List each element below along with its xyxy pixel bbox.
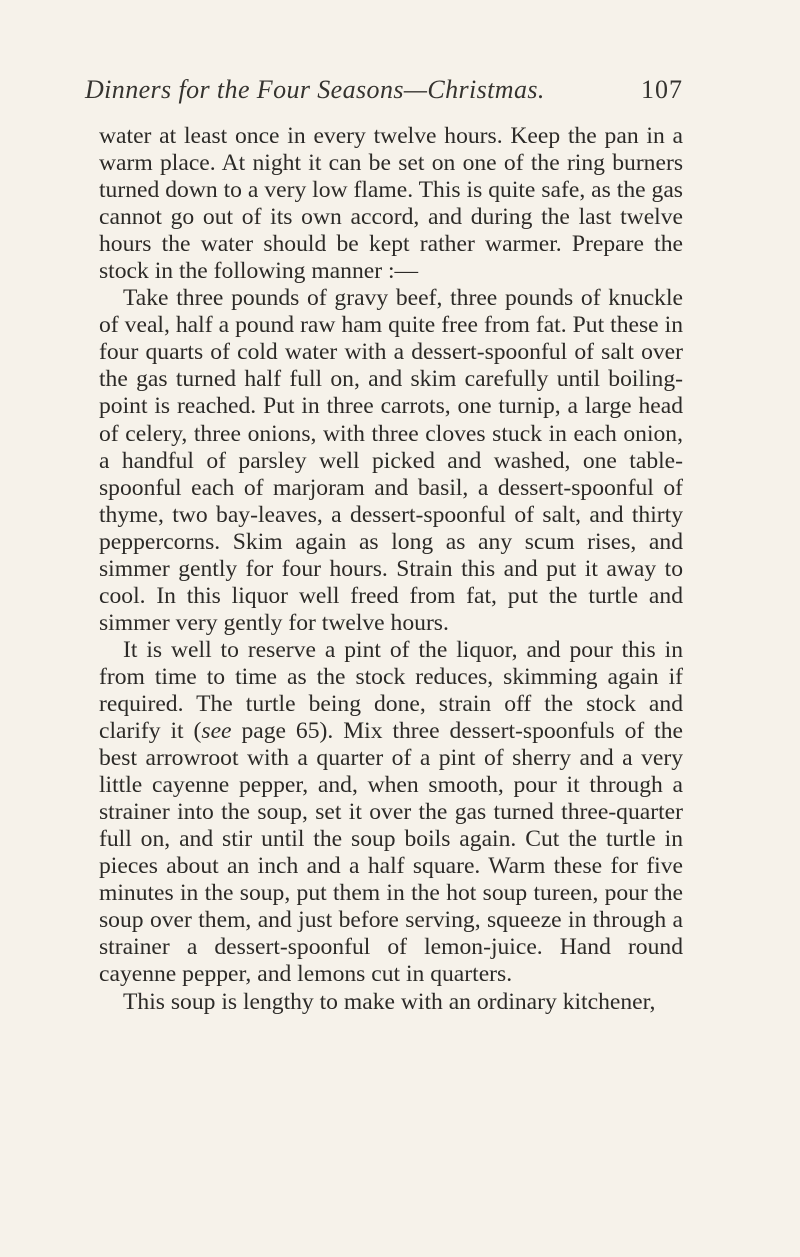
page-number: 107 <box>641 75 683 104</box>
running-head-title: Dinners for the Four Seasons—Christmas. <box>85 75 545 104</box>
paragraph-clarify-before: It is well to reserve a pint of the liquor, and pour this in from time to time as the stock reduces, skimming again if required. The turtle being done, strain off the stock and clarify it ( <box>99 636 683 745</box>
paragraph-continuation: water at least once in every twelve hours. Keep the pan in a warm place. At night it can be set on one of the ring burners turned down to a very low flame. This is quite safe, as the gas cannot go out of its own accord, and during the last twelve hours the water should be kept rather warmer. Prepare the stock in the following manner :— <box>99 123 683 285</box>
paragraph-stock-recipe: Take three pounds of gravy beef, three pounds of knuckle of veal, half a pound raw ham quite free from fat. Put these in four quarts of cold water with a dessert-spoonful of salt over the gas turned half full on, and skim carefully until boiling-point is reached. Put in three carrots, one turnip, a large head of celery, three onions, with three cloves stuck in each onion, a handful of parsley well picked and washed, one table-spoonful each of marjoram and basil, a dessert-spoonful of thyme, two bay-leaves, a dessert-spoonful of salt, and thirty peppercorns. Skim again as long as any scum rises, and simmer gently for four hours. Strain this and put it away to cool. In this liquor well freed from fat, put the turtle and simmer very gently for twelve hours. <box>99 285 683 636</box>
paragraph-clarify-after: page 65). Mix three dessert-spoonfuls of the best arrowroot with a quarter of a pint of sherry and a very little cayenne pepper, and, when smooth, pour it through a strainer into the soup, set it over the gas turned three-quarter full on, and stir until the soup boils again. Cut the turtle in pieces about an inch and a half square. Warm these for five minutes in the soup, put them in the hot soup tureen, pour the soup over them, and just before serving, squeeze in through a strainer a dessert-spoonful of lemon-juice. Hand round cayenne pepper, and lemons cut in quarters. <box>99 718 683 988</box>
running-head <box>85 70 683 110</box>
paragraph-closing: This soup is lengthy to make with an ordinary kitchener, <box>123 988 656 1015</box>
body-text <box>99 123 683 1016</box>
paragraph-clarify <box>99 637 683 989</box>
see-reference: see <box>201 718 232 745</box>
